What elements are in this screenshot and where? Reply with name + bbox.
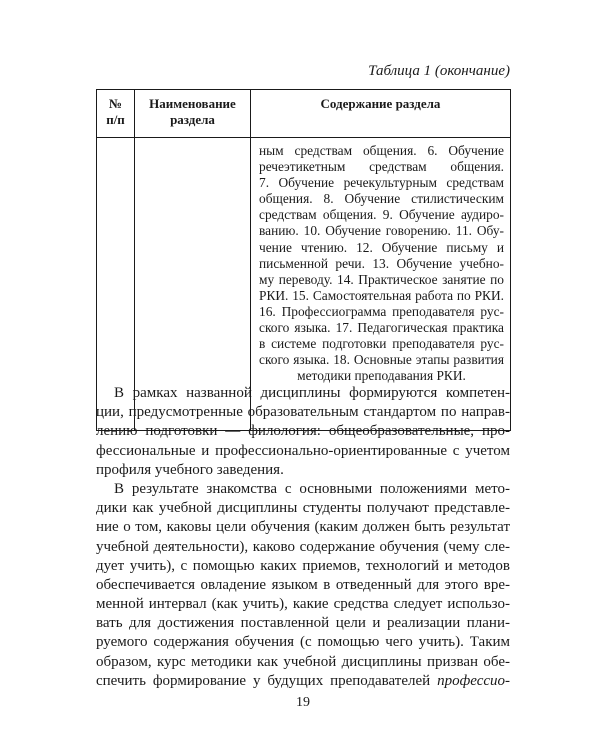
content-line: РКИ. 15. Самостоятельная работа по РКИ. (259, 287, 504, 303)
header-number-line2: п/п (106, 112, 125, 127)
content-line: ского языка. 18. Основные этапы развития (259, 352, 504, 368)
paragraph-line: учебной деятельности), каково содержание обучения (чему сле- (96, 538, 510, 555)
content-line: ского языка. 17. Педагогическая практика (259, 320, 504, 336)
content-line: чение чтению. 12. Обучение письму и (259, 239, 504, 255)
content-line: средствам общения. 9. Обучение аудиро- (259, 207, 504, 223)
paragraph-line: профиля учебного заведения. (96, 461, 284, 478)
italic-term: профессио- (437, 672, 510, 689)
content-line: ным средствам общения. 6. Обучение (259, 143, 504, 158)
header-name-line1: Наименование (149, 96, 236, 111)
paragraph-line: дует учить), с помощью каких приемов, технологий и методов (96, 557, 510, 574)
header-name-line2: раздела (170, 112, 215, 127)
paragraph-line: фессиональные и профессионально-ориентированные с учетом (96, 442, 510, 459)
content-line: речеэтикетным средствам общения. (259, 159, 504, 175)
paragraph-line: В рамках названной дисциплины формируются компетен- (114, 385, 510, 401)
header-content-label: Содержание раздела (320, 96, 441, 111)
content-line: общения. 8. Обучение стилистическим (259, 191, 504, 207)
paragraph (96, 480, 510, 691)
paragraph-line: ции, предусмотренные образовательным стандартом по направ- (96, 404, 510, 421)
paragraph-line-text: спечить формирование у будущих преподавателей (96, 672, 438, 689)
paragraph-line (96, 672, 510, 691)
paragraph-line: обеспечивается овладение языком в отведенный для этого вре- (96, 576, 510, 593)
row-content-text (251, 138, 510, 384)
paragraph (96, 384, 510, 480)
document-page (96, 0, 510, 750)
table-caption: Таблица 1 (окончание) (368, 63, 510, 79)
page-number: 19 (296, 695, 310, 710)
header-section-content (251, 90, 511, 138)
paragraph-line: образом, курс методики как учебной дисциплины призван обе- (96, 653, 510, 670)
content-line: 7. Обучение речекультурным средствам (259, 175, 504, 191)
paragraph-line: менной интервал (как учить), какие средства следует использо- (96, 596, 510, 613)
header-number (97, 90, 135, 138)
paragraph-line: руемого содержания обучения (с помощью чего учить). Таким (96, 634, 510, 651)
content-line: ванию. 10. Обучение говорению. 11. Обу- (259, 223, 504, 239)
table-header-row (97, 90, 511, 138)
body-text (96, 384, 510, 691)
content-line: методики преподавания РКИ. (297, 368, 466, 384)
content-line: му переводу. 14. Практическое занятие по (259, 271, 504, 287)
content-line: письменной речи. 13. Обучение учебно- (259, 255, 504, 271)
content-line: в системе подготовки преподавателя рус- (259, 336, 504, 352)
paragraph-line: дики как учебной дисциплины студенты получают представле- (96, 500, 510, 517)
content-table (96, 89, 511, 431)
paragraph-line: вать для достижения поставленной цели и реализации плани- (96, 615, 510, 632)
content-line: 16. Профессиограмма преподавателя рус- (259, 303, 504, 319)
paragraph-line: лению подготовки — филология: общеобразовательные, про- (96, 423, 510, 440)
header-number-line1: № (108, 96, 123, 111)
header-section-name (135, 90, 251, 138)
paragraph-line: В результате знакомства с основными положениями мето- (114, 480, 510, 497)
paragraph-line: ние о том, каковы цели обучения (каким должен быть результат (96, 519, 510, 536)
